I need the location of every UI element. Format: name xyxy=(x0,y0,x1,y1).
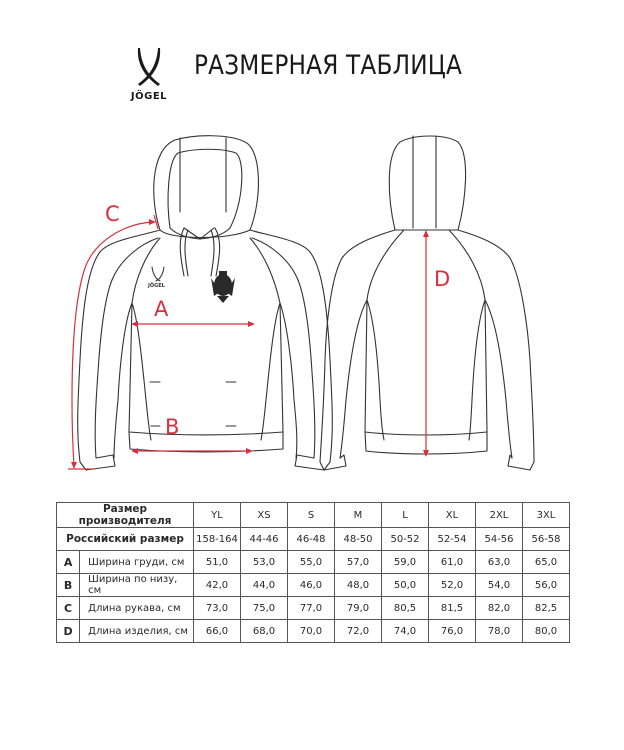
row-letter: C xyxy=(57,597,80,620)
value-cell: 46,0 xyxy=(288,574,335,597)
row-letter: A xyxy=(57,551,80,574)
value-cell: 65,0 xyxy=(523,551,570,574)
size-cell: XS xyxy=(241,503,288,528)
row-name: Длина изделия, см xyxy=(80,620,194,643)
size-cell: 2XL xyxy=(476,503,523,528)
page-title: РАЗМЕРНАЯ ТАБЛИЦА xyxy=(194,50,463,81)
table-row-b xyxy=(57,574,570,597)
russian-size-cell: 52-54 xyxy=(429,528,476,551)
value-cell: 66,0 xyxy=(194,620,241,643)
brand-name: JÖGEL xyxy=(130,91,168,102)
back-hoodie xyxy=(320,136,534,470)
row-name: Ширина груди, см xyxy=(80,551,194,574)
chest-width-arrow xyxy=(131,321,255,327)
value-cell: 75,0 xyxy=(241,597,288,620)
label-d: D xyxy=(434,267,451,291)
value-cell: 55,0 xyxy=(288,551,335,574)
value-cell: 61,0 xyxy=(429,551,476,574)
russian-size-cell: 54-56 xyxy=(476,528,523,551)
hem-width-arrow xyxy=(131,448,253,454)
front-hoodie xyxy=(78,136,333,470)
russian-size-cell: 50-52 xyxy=(382,528,429,551)
value-cell: 57,0 xyxy=(335,551,382,574)
row-name: Ширина по низу, см xyxy=(80,574,194,597)
chest-logo-icon xyxy=(152,267,164,281)
russian-size-label: Российский размер xyxy=(57,528,194,551)
value-cell: 48,0 xyxy=(335,574,382,597)
size-cell: XL xyxy=(429,503,476,528)
size-cell: 3XL xyxy=(523,503,570,528)
value-cell: 82,0 xyxy=(476,597,523,620)
russian-size-cell: 44-46 xyxy=(241,528,288,551)
row-letter: D xyxy=(57,620,80,643)
header xyxy=(0,0,624,115)
value-cell: 73,0 xyxy=(194,597,241,620)
row-letter: B xyxy=(57,574,80,597)
value-cell: 78,0 xyxy=(476,620,523,643)
value-cell: 72,0 xyxy=(335,620,382,643)
value-cell: 76,0 xyxy=(429,620,476,643)
manufacturer-size-row xyxy=(57,503,570,528)
value-cell: 54,0 xyxy=(476,574,523,597)
manufacturer-size-label: Размер производителя xyxy=(57,503,194,528)
value-cell: 50,0 xyxy=(382,574,429,597)
size-cell: YL xyxy=(194,503,241,528)
value-cell: 81,5 xyxy=(429,597,476,620)
russian-size-cell: 48-50 xyxy=(335,528,382,551)
size-cell: M xyxy=(335,503,382,528)
chest-logo-text: JÖGEL xyxy=(148,283,165,289)
value-cell: 80,0 xyxy=(523,620,570,643)
value-cell: 82,5 xyxy=(523,597,570,620)
table-row-a xyxy=(57,551,570,574)
value-cell: 74,0 xyxy=(382,620,429,643)
size-cell: L xyxy=(382,503,429,528)
value-cell: 51,0 xyxy=(194,551,241,574)
label-b: B xyxy=(165,415,180,439)
russian-size-cell: 46-48 xyxy=(288,528,335,551)
row-name: Длина рукава, см xyxy=(80,597,194,620)
hoodie-diagram xyxy=(0,120,624,480)
russian-size-cell: 56-58 xyxy=(523,528,570,551)
russian-size-row xyxy=(57,528,570,551)
label-a: A xyxy=(154,297,169,321)
value-cell: 79,0 xyxy=(335,597,382,620)
value-cell: 68,0 xyxy=(241,620,288,643)
table-row-c xyxy=(57,597,570,620)
brand-logo xyxy=(126,44,172,106)
value-cell: 53,0 xyxy=(241,551,288,574)
body-length-arrow xyxy=(423,230,429,457)
size-table xyxy=(56,502,570,643)
russian-size-cell: 158-164 xyxy=(194,528,241,551)
value-cell: 42,0 xyxy=(194,574,241,597)
value-cell: 59,0 xyxy=(382,551,429,574)
coat-of-arms-icon xyxy=(211,271,235,303)
label-c: C xyxy=(105,202,120,226)
value-cell: 77,0 xyxy=(288,597,335,620)
value-cell: 56,0 xyxy=(523,574,570,597)
value-cell: 70,0 xyxy=(288,620,335,643)
brand-swoosh-icon xyxy=(126,44,172,90)
table-row-d xyxy=(57,620,570,643)
size-cell: S xyxy=(288,503,335,528)
value-cell: 52,0 xyxy=(429,574,476,597)
value-cell: 44,0 xyxy=(241,574,288,597)
value-cell: 63,0 xyxy=(476,551,523,574)
value-cell: 80,5 xyxy=(382,597,429,620)
